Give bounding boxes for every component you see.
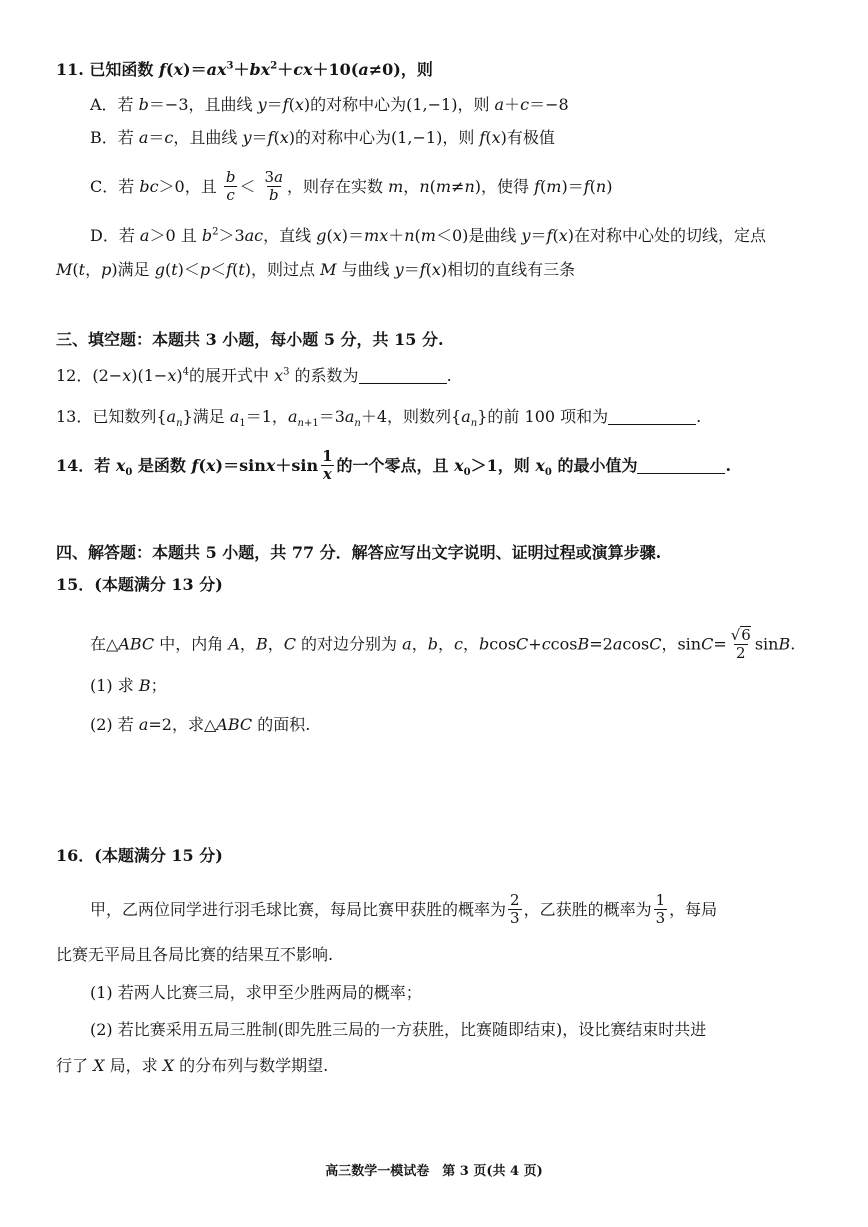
q15-stem: 在△ABC 中，内角 A，B，C 的对边分别为 a，b，c，bcosC+ccosB=2acosC，sinC= $\frac{√6}{2}$ sinB. xyxy=(90,626,796,662)
fraction-sqrt6-over-2: $\frac{√6}{2}$ xyxy=(730,626,751,662)
q14: 14．若 $x_0$ 是函数 f(x)＝sinx＋sin $\frac{1}{x}$ 的一个零点，且 $x_0>1$，则 $x_0$ 的最小值为 . xyxy=(56,447,732,483)
q13: 13．已知数列$\{a_n\}$满足 $a_1=1$，$a_{n+1}=3a_n+4$，则数列$\{a_n\}$的前 100 项和为 . xyxy=(56,407,702,430)
q16-stem-line1: 甲，乙两位同学进行羽毛球比赛，每局比赛甲获胜的概率为 $\frac{2}{3}$ ，乙获胜的概率为 $\frac{1}{3}$ ，每局 xyxy=(90,891,718,927)
q15-part2: (2) 若 a=2，求△ABC 的面积. xyxy=(90,715,311,734)
q11-option-c: C．若 bc＞0，且 $\frac{b}{c}$ ＜ $\frac{3a}{b}$ ，则存在实数 m，n(m≠n)，使得 f(m)＝f(n) xyxy=(90,168,613,204)
fraction-2-over-3: $\frac{2}{3}$ xyxy=(510,891,520,927)
q16-stem-line2: 比赛无平局且各局比赛的结果互不影响. xyxy=(56,945,334,964)
q16-title: 16．(本题满分 15 分) xyxy=(56,846,223,865)
question-number-11: 11. xyxy=(56,60,84,79)
q11-option-b: B．若 a＝c，且曲线 y＝f(x)的对称中心为(1,−1)，则 f(x)有极值 xyxy=(90,128,555,147)
q16-part1: (1) 若两人比赛三局，求甲至少胜两局的概率； xyxy=(90,983,422,1002)
q16-part2-line2: 行了 X 局，求 X 的分布列与数学期望. xyxy=(56,1056,329,1075)
q12: 12．$(2-x)(1-x)^4$的展开式中 $x^3$ 的系数为 . xyxy=(56,366,452,385)
answer-blank-q12[interactable] xyxy=(359,367,447,384)
q11-option-d-line1: D．若 a＞0 且 $b^2>3ac$，直线 g(x)＝mx＋n(m＜0)是曲线 y＝f(x)在对称中心处的切线，定点 xyxy=(90,226,766,245)
fraction-b-over-c: $\frac{b}{c}$ xyxy=(225,168,236,204)
q16-part2-line1: (2) 若比赛采用五局三胜制(即先胜三局的一方获胜，比赛随即结束)，设比赛结束时共进 xyxy=(90,1020,707,1039)
section4-header: 四、解答题：本题共 5 小题，共 77 分．解答应写出文字说明、证明过程或演算步骤. xyxy=(56,543,662,562)
answer-blank-q13[interactable] xyxy=(608,408,696,425)
section3-header: 三、填空题：本题共 3 小题，每小题 5 分，共 15 分. xyxy=(56,330,444,349)
q15-part1: (1) 求 B； xyxy=(90,676,167,695)
fraction-1-over-x: $\frac{1}{x}$ xyxy=(322,447,333,483)
q11-option-d-line2: M(t，p)满足 g(t)＜p＜f(t)，则过点 M 与曲线 y＝f(x)相切的直线有三条 xyxy=(56,260,576,279)
fraction-1-over-3: $\frac{1}{3}$ xyxy=(655,891,666,927)
answer-blank-q14[interactable] xyxy=(637,457,725,474)
q11-option-a: A．若 b＝−3，且曲线 y＝f(x)的对称中心为(1,−1)，则 a＋c＝−8 xyxy=(90,95,569,114)
q15-title: 15．(本题满分 13 分) xyxy=(56,575,223,594)
q11-stem: 11. 已知函数 $f(x)=ax^3+bx^2+cx+10(a\ne 0)$，则 xyxy=(56,60,433,79)
page-footer: 高三数学一模试卷 第 3 页(共 4 页) xyxy=(325,1164,543,1179)
fraction-3a-over-b: $\frac{3a}{b}$ xyxy=(264,168,284,204)
